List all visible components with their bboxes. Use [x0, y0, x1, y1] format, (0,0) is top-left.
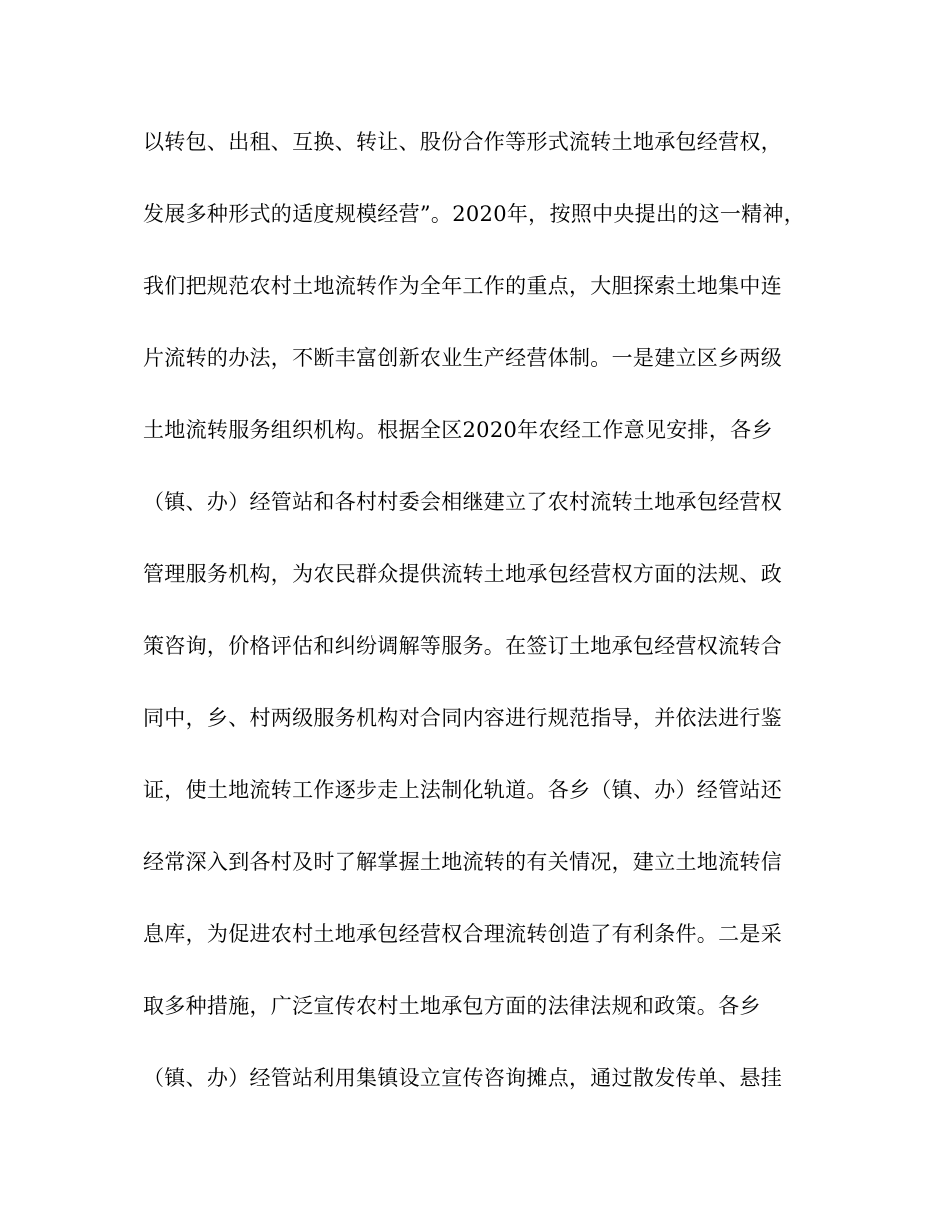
text-line: 片流转的办法，不断丰富创新农业生产经营体制。一是建立区乡两级: [143, 346, 782, 370]
body-text: [143, 122, 843, 1130]
text-line: 取多种措施，广泛宣传农村土地承包方面的法律法规和政策。各乡: [143, 994, 761, 1018]
text-line: 息库，为促进农村土地承包经营权合理流转创造了有利条件。二是采: [143, 922, 782, 946]
text-line: 发展多种形式的适度规模经营”。2020年，按照中央提出的这一精神，: [143, 202, 806, 226]
text-line: 管理服务机构，为农民群众提供流转土地承包经营权方面的法规、政: [143, 562, 782, 586]
text-line: 证，使土地流转工作逐步走上法制化轨道。各乡（镇、办）经管站还: [143, 778, 782, 802]
text-line: （镇、办）经管站和各村村委会相继建立了农村流转土地承包经营权: [143, 490, 782, 514]
text-line: 策咨询，价格评估和纠纷调解等服务。在签订土地承包经营权流转合: [143, 634, 782, 658]
text-line: 我们把规范农村土地流转作为全年工作的重点，大胆探索土地集中连: [143, 274, 782, 298]
text-line: 经常深入到各村及时了解掌握土地流转的有关情况，建立土地流转信: [143, 850, 782, 874]
text-line: 土地流转服务组织机构。根据全区2020年农经工作意见安排，各乡: [143, 418, 773, 442]
text-line: （镇、办）经管站利用集镇设立宣传咨询摊点，通过散发传单、悬挂: [143, 1066, 782, 1090]
text-line: 同中，乡、村两级服务机构对合同内容进行规范指导，并依法进行鉴: [143, 706, 782, 730]
text-line: 以转包、出租、互换、转让、股份合作等形式流转土地承包经营权，: [143, 130, 782, 154]
